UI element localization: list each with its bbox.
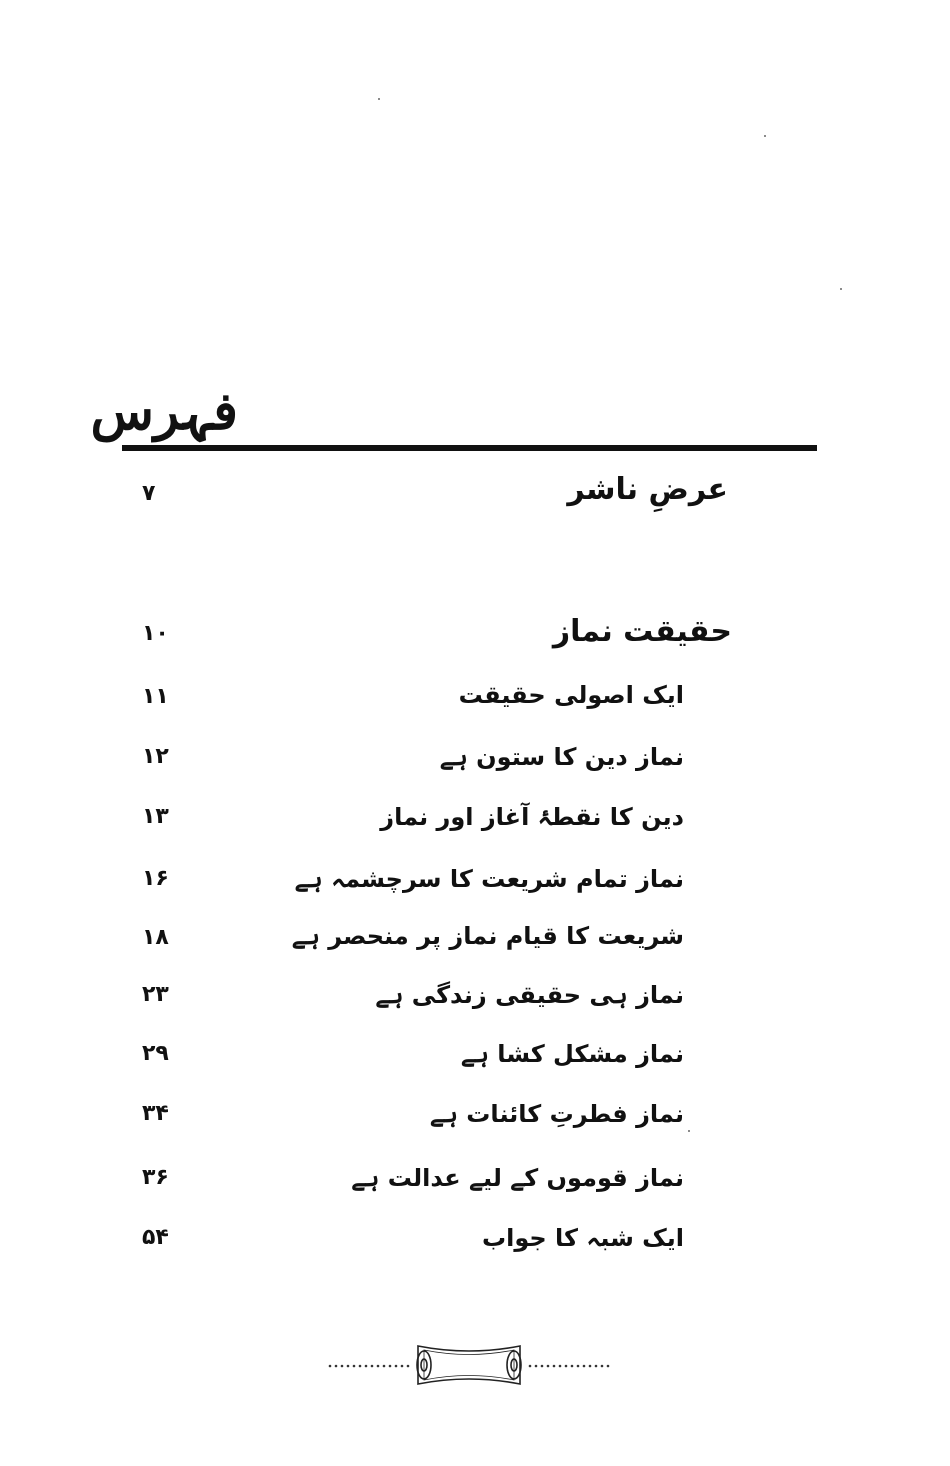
toc-entry-page: ۳۴ — [142, 1101, 169, 1126]
scan-speck — [378, 98, 380, 100]
toc-entry-page: ۱۸ — [142, 925, 169, 950]
toc-entry-title — [332, 612, 732, 652]
page-title: فہرس — [90, 381, 238, 442]
toc-entry-label: ایک اصولی حقیقت — [458, 681, 684, 709]
toc-entry-label: نماز تمام شریعت کا سرچشمہ ہے — [294, 865, 684, 893]
toc-entry-title — [284, 1094, 684, 1134]
toc-entry-label: نماز ہی حقیقی زندگی ہے — [375, 981, 684, 1009]
toc-entry-label: عرضِ ناشر — [567, 472, 728, 507]
toc-entry-label: نماز مشکل کشا ہے — [460, 1040, 684, 1068]
scan-speck — [840, 288, 842, 290]
toc-entry-label: نماز دین کا ستون ہے — [439, 743, 684, 771]
toc-entry-page: ۱۶ — [142, 866, 169, 891]
footer-ornament — [326, 1340, 612, 1390]
toc-entry-title — [284, 675, 684, 715]
toc-entry-label: نماز قوموں کے لیے عدالت ہے — [351, 1164, 684, 1192]
toc-entry-title — [284, 1034, 684, 1074]
toc-entry-label: شریعت کا قیام نماز پر منحصر ہے — [291, 922, 684, 950]
toc-entry-label: ایک شبہ کا جواب — [482, 1224, 684, 1252]
toc-entry-title — [284, 737, 684, 777]
toc-entry-label: نماز فطرتِ کائنات ہے — [429, 1100, 684, 1128]
toc-entry-title — [328, 470, 728, 510]
toc-entry-title — [284, 975, 684, 1015]
toc-entry-page: ۱۲ — [142, 744, 169, 769]
toc-entry-title — [284, 797, 684, 837]
toc-entry-label: حقیقت نماز — [552, 614, 732, 649]
toc-entry-label: دین کا نقطۂ آغاز اور نماز — [380, 803, 684, 831]
toc-entry-title — [284, 859, 684, 899]
scan-speck — [688, 1130, 690, 1132]
toc-entry-title — [284, 916, 684, 956]
toc-entry-page: ۲۳ — [142, 982, 169, 1007]
toc-entry-page: ۵۴ — [142, 1225, 169, 1250]
toc-entry-page: ۲۹ — [142, 1041, 169, 1066]
toc-entry-page: ۱۰ — [142, 621, 169, 646]
toc-entry-page: ۷ — [142, 481, 156, 506]
title-rule — [122, 445, 817, 451]
toc-entry-title — [284, 1218, 684, 1258]
toc-entry-page: ۱۳ — [142, 804, 169, 829]
toc-entry-page: ۱۱ — [142, 684, 169, 709]
toc-entry-page: ۳۶ — [142, 1165, 169, 1190]
toc-entry-title — [284, 1158, 684, 1198]
scan-speck — [764, 135, 766, 137]
